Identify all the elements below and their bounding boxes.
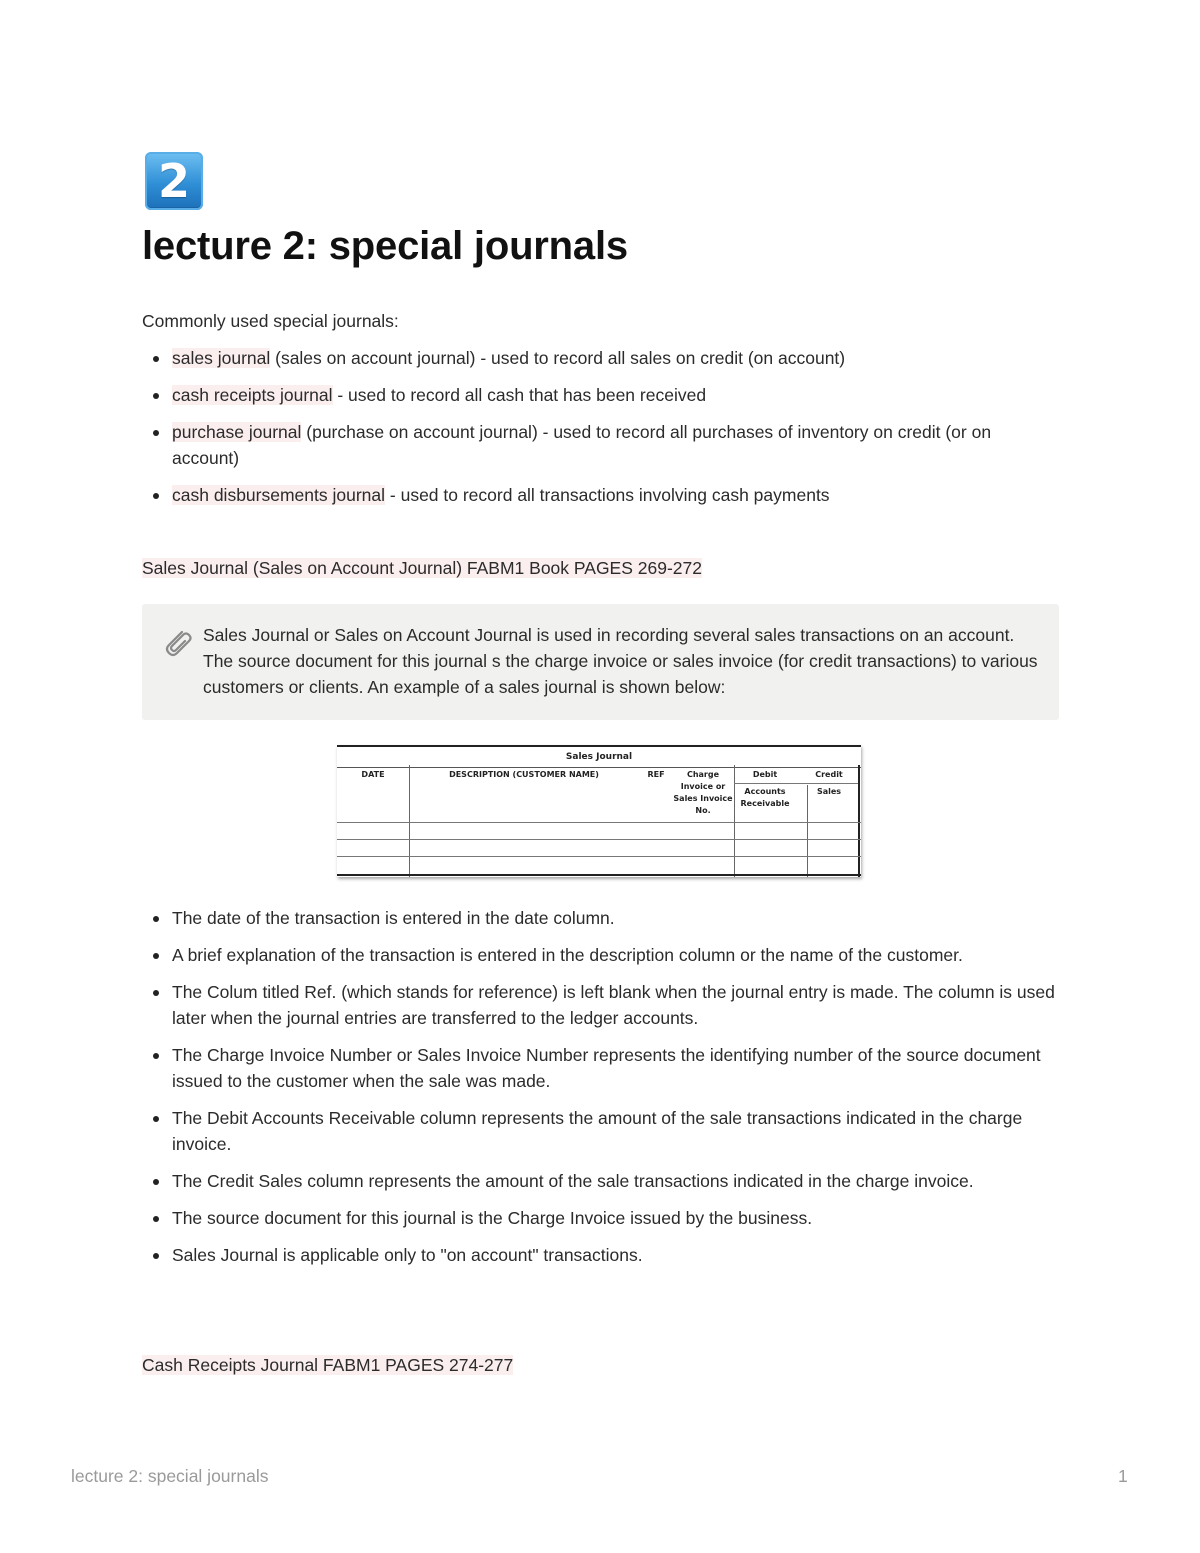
col-credit-sub: Sales [816,787,842,796]
list-item: The Charge Invoice Number or Sales Invoice Number represents the identifying number of the source document issued to the customer when the sale was made. [142,1042,1062,1094]
footer-title: lecture 2: special journals [71,1466,269,1486]
col-charge-invoice: Charge Invoice or Sales Invoice No. [673,770,733,815]
heading-text: Cash Receipts Journal FABM1 PAGES 274-277 [142,1355,514,1375]
sales-journal-heading [142,555,702,581]
list-item [142,382,1042,408]
col-date: DATE [361,770,385,779]
row-divider [337,822,861,823]
item-text: (sales on account journal) - used to record all sales on credit (on account) [270,348,846,368]
list-item: The Debit Accounts Receivable column represents the amount of the sale transactions indicated in the charge invoice. [142,1105,1062,1157]
keycap-digit: 2 [157,154,190,208]
row-divider [337,856,861,857]
item-text: - used to record all cash that has been received [332,385,707,405]
page-number: 1 [1118,1466,1128,1486]
column-divider [807,785,808,877]
highlight-term: cash receipts journal [172,385,333,405]
row-divider [337,839,861,840]
list-item: The source document for this journal is the Charge Invoice issued by the business. [142,1205,1062,1231]
column-divider [409,765,410,877]
sales-journal-image [337,745,861,877]
paperclip-icon [160,626,194,660]
page-title: lecture 2: special journals [142,224,628,268]
list-item [142,482,1042,508]
row-divider [337,874,861,876]
list-item: Sales Journal is applicable only to "on account" transactions. [142,1242,1062,1268]
item-text: - used to record all transactions involving cash payments [385,485,830,505]
highlight-term: sales journal [172,348,271,368]
list-item [142,345,1042,371]
list-item: The Colum titled Ref. (which stands for reference) is left blank when the journal entry is made. The column is used later when the journal entries are transferred to the ledger accounts. [142,979,1062,1031]
list-item: A brief explanation of the transaction is entered in the description column or the name of the customer. [142,942,1062,968]
col-description: DESCRIPTION (CUSTOMER NAME) [449,770,599,779]
cash-receipts-heading [142,1352,513,1378]
list-item: The date of the transaction is entered in the date column. [142,905,1062,931]
details-list [142,905,1062,1279]
list-item: The Credit Sales column represents the amount of the sale transactions indicated in the charge invoice. [142,1168,1062,1194]
column-divider [734,765,735,877]
callout-box [142,604,1059,720]
callout-text: Sales Journal or Sales on Account Journal is used in recording several sales transactions on an account. The source document for this journal s the charge invoice or sales invoice (for credit transactions) to various customers or clients. An example of a sales journal is shown below: [203,625,1038,697]
highlight-term: purchase journal [172,422,302,442]
column-divider [858,765,860,877]
col-debit-sub: Accounts Receivable [740,787,790,808]
col-credit: Credit [815,770,843,779]
list-item [142,419,1042,471]
keycap-two-icon [145,152,203,210]
col-ref: REF [647,770,665,779]
intro-text: Commonly used special journals: [142,311,399,331]
col-debit: Debit [752,770,778,779]
heading-text: Sales Journal (Sales on Account Journal) FABM1 Book PAGES 269-272 [142,558,702,578]
item-text: (purchase on account journal) - used to record all purchases of inventory on credit (or on account) [172,422,992,468]
journals-list [142,345,1042,519]
row-divider [734,783,858,784]
journal-title: Sales Journal [337,745,861,768]
highlight-term: cash disbursements journal [172,485,386,505]
